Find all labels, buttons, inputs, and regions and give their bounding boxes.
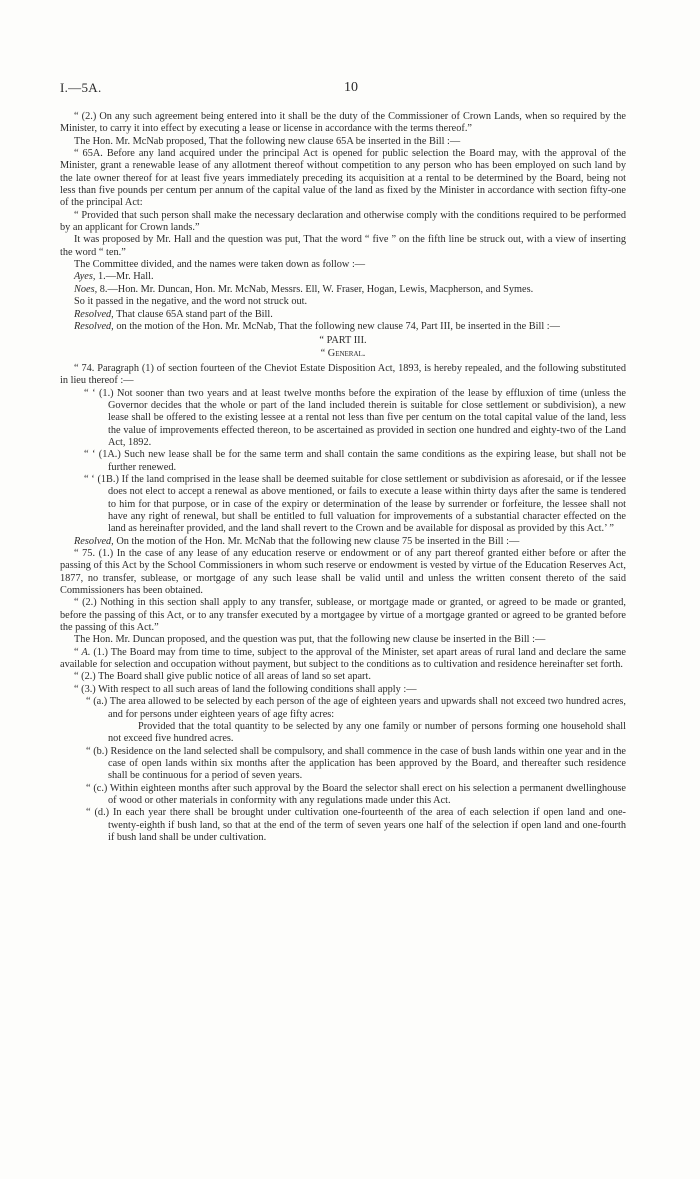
condition-b: “ (b.) Residence on the land selected shall be compulsory, and shall commence in the case of bush lands within one year and in the case of open lands within six months after the application has been approved by the Board, and thereafter such residence shall be continuous for a period of seven years.: [86, 745, 626, 782]
paragraph-clause-2: “ (2.) On any such agreement being entered into it shall be the duty of the Commissioner of Crown Lands, when so required by the Minister, to carry it into effect by executing a lease or license in accordance with the terms thereof.”: [60, 111, 626, 135]
paragraph-clause-a-1: [60, 647, 626, 672]
condition-a: “ (a.) The area allowed to be selected by each person of the age of eighteen years and upwards shall not exceed two hundred acres, and for persons under eighteen years of age fifty acres:: [86, 696, 626, 720]
condition-a-proviso: Provided that the total quantity to be selected by any one family or number of persons forming one household shall not exceed five hundred acres.: [108, 720, 626, 745]
subclause-1b: “ ‘ (1B.) If the land comprised in the lease shall be deemed suitable for close settlement or subdivision as aforesaid, or if the lessee does not elect to accept a renewal as above mentioned, or fails to execute a lease within thirty days after the same is tendered to him for that purpose, or in case of the expiry or determination of the lease by surrender or forfeiture, the lessee shall not have any right of renewal, but shall be entitled to full valuation for improvements of a substantial character effected on the land as hereinafter provided, and the land shall revert to the Crown and be available for disposal as provided by this Act.’ ”: [84, 473, 626, 535]
paragraph-mcnab-proposal: The Hon. Mr. McNab proposed, That the following new clause 65A be inserted in the Bill :—: [74, 135, 461, 147]
page-header: [60, 82, 642, 102]
paragraph-resolved-74: [60, 321, 626, 333]
paragraph-noes: [60, 284, 626, 296]
paragraph-proviso: “ Provided that such person shall make the necessary declaration and otherwise comply with the conditions required to be performed by an applicant for Crown lands.”: [60, 209, 626, 234]
resolved-label: Resolved,: [74, 308, 114, 320]
paragraph-clause-a-2: “ (2.) The Board shall give public notice of all areas of land so set apart.: [74, 671, 371, 683]
paragraph-resolved-75: [60, 536, 626, 548]
paragraph-negative: So it passed in the negative, and the word not struck out.: [74, 296, 308, 308]
resolved-text: That clause 65A stand part of the Bill.: [113, 308, 273, 320]
clause-a-text: (1.) The Board may from time to time, subject to the approval of the Minister, set apart areas of rural land and declare the same available for selection and occupation without payment, but subject to the conditions as to cultivation and residence hereinafter set forth.: [60, 646, 626, 671]
condition-d: “ (d.) In each year there shall be brought under cultivation one-fourteenth of the area of each selection if open land and one-twenty-eighth if bush land, so that at the end of the term of seven years one half of the selection if open land and one-fourth if bush land shall be under cultivation.: [86, 807, 626, 843]
paragraph-division: The Committee divided, and the names were taken down as follow :—: [74, 259, 366, 271]
clause-a-label: A.: [81, 646, 91, 658]
general-heading: “ General.: [320, 347, 366, 359]
subclause-1: “ ‘ (1.) Not sooner than two years and at least twelve months before the expiration of the lease by effluxion of time (unless the Governor decides that the whole or part of the land included therein is suitable for close settlement or subdivision), a new lease shall be offered to the existing lessee at a rental not less than five per centum on the total capital value of the land, less the value of improvements effected thereon, to be ascertained as provided in section one hundred and eighty-two of the Land Act, 1892.: [84, 387, 626, 448]
noes-text: 8.—Hon. Mr. Duncan, Hon. Mr. McNab, Messrs. Ell, W. Fraser, Hogan, Lewis, Macpherson, and Symes.: [97, 283, 534, 295]
quote-mark: “: [74, 646, 82, 658]
paragraph-hall-proposal: It was proposed by Mr. Hall and the question was put, That the word “ five ” on the fifth line be struck out, with a view of inserting the word “ ten.”: [60, 234, 626, 258]
paragraph-clause-75-2: “ (2.) Nothing in this section shall apply to any transfer, sublease, or mortgage made or granted, or agreed to be made or granted, before the passing of this Act, or to any transfer executed by a mortgagee by virtue of a mortgage granted or agreed to be granted before the passing of this Act.”: [60, 597, 626, 634]
ayes-label: Ayes,: [74, 271, 96, 283]
document-reference: I.—5A.: [60, 80, 102, 95]
resolved-label: Resolved,: [74, 535, 114, 547]
page-number: 10: [344, 80, 358, 95]
paragraph-ayes: [60, 271, 626, 283]
resolved-text: on the motion of the Hon. Mr. McNab, That the following new clause 74, Part III, be inserted in the Bill :—: [113, 320, 560, 332]
paragraph-resolved-65a: [60, 309, 626, 321]
paragraph-clause-65a: “ 65A. Before any land acquired under the principal Act is opened for public selection the Board may, with the approval of the Minister, grant a renewable lease of any allotment thereof without competition to any person who has been employed on such land by the late owner thereof for at least five years immediately preceding its acquisition at a rental to be determined by the Board, being not less than five pounds per centum per annum of the capital value of the land as fixed by the Minister in accordance with section fifty-one of the principal Act:: [60, 148, 626, 209]
paragraph-duncan-proposal: The Hon. Mr. Duncan proposed, and the question was put, that the following new clause be inserted in the Bill :—: [74, 634, 546, 646]
ayes-text: 1.—Mr. Hall.: [95, 271, 154, 283]
subclause-1a: “ ‘ (1A.) Such new lease shall be for the same term and shall contain the same conditions as the expiring lease, but shall not be further renewed.: [84, 449, 626, 473]
paragraph-clause-74: “ 74. Paragraph (1) of section fourteen of the Cheviot Estate Disposition Act, 1893, is hereby repealed, and the following substituted in lieu thereof :—: [60, 362, 626, 387]
document-body: [60, 111, 626, 844]
paragraph-clause-a-3: “ (3.) With respect to all such areas of land the following conditions shall apply :—: [74, 683, 417, 695]
resolved-label: Resolved,: [74, 320, 114, 332]
paragraph-clause-75-1: “ 75. (1.) In the case of any lease of any education reserve or endowment or of any part thereof granted either before or after the passing of this Act by the School Commissioners in whom such reserve or endowment is vested by virtue of the Education Reserves Act, 1877, no transfer, sublease, or mortgage of any such lease shall be valid until and unless the written consent thereto of the said Commissioners has been obtained.: [60, 548, 626, 597]
resolved-text: On the motion of the Hon. Mr. McNab that the following new clause 75 be inserted in the Bill :—: [113, 535, 520, 547]
noes-label: Noes,: [74, 283, 98, 295]
part-heading: “ PART III.: [319, 335, 367, 347]
condition-c: “ (c.) Within eighteen months after such approval by the Board the selector shall erect on his selection a permanent dwellinghouse of wood or other materials in conformity with any regulations made under this Act.: [86, 782, 626, 806]
